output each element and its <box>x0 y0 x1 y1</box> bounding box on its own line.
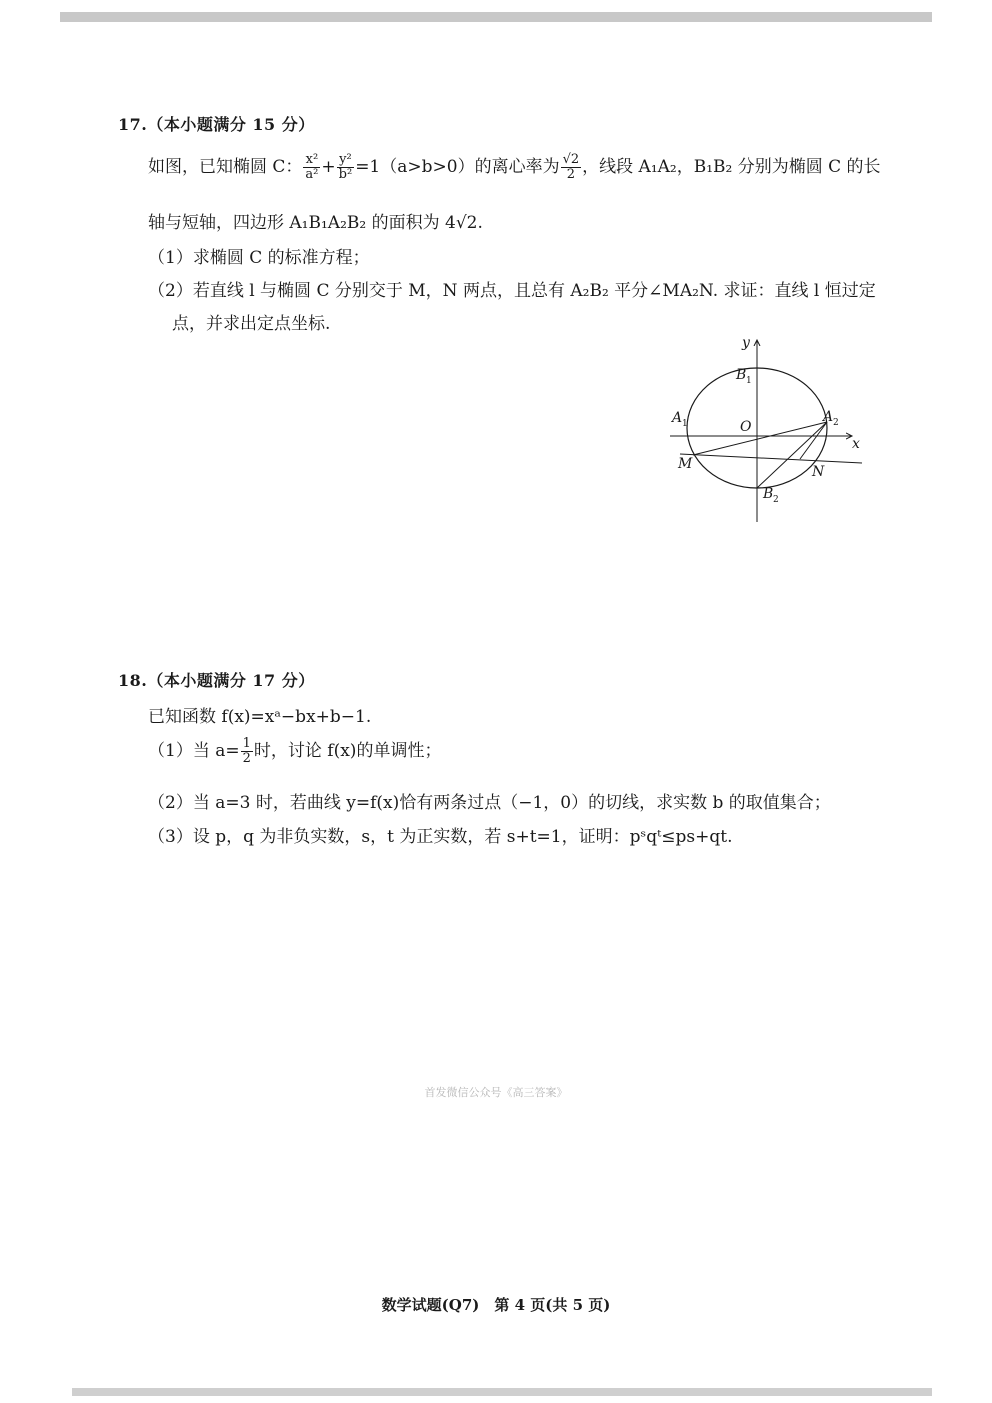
q17-part2-line2: 点，并求出定点坐标. <box>172 314 331 334</box>
fraction-y2-b2 <box>337 153 355 182</box>
label-x: x <box>852 436 860 452</box>
frac2-numerator: y² <box>337 153 355 168</box>
q18-part1-b: 时，讨论 f(x)的单调性； <box>253 741 442 761</box>
q17-part2-line1: （2）若直线 l 与椭圆 C 分别交于 M，N 两点，且总有 A₂B₂ 平分∠MA₂N. 求证：直线 l 恒过定 <box>148 281 876 301</box>
label-M: M <box>678 456 693 472</box>
q17-line2: 轴与短轴，四边形 A₁B₁A₂B₂ 的面积为 4√2. <box>148 213 483 233</box>
label-A1: A <box>672 410 683 426</box>
ellipse-figure <box>660 334 870 524</box>
label-A2: A <box>823 409 834 425</box>
q18-part2: （2）当 a=3 时，若曲线 y=f(x)恰有两条过点（−1，0）的切线，求实数 b 的取值集合； <box>148 793 831 813</box>
q18-part3: （3）设 p，q 为非负实数，s，t 为正实数，若 s+t=1，证明：pˢqᵗ≤ps+qt. <box>148 827 733 847</box>
q18-part1-a: （1）当 a= <box>148 741 240 761</box>
half-denominator: 2 <box>242 751 251 766</box>
fraction-one-half <box>241 737 253 766</box>
half-numerator: 1 <box>242 736 251 751</box>
fraction-x2-a2 <box>303 153 320 182</box>
frac3-denominator: 2 <box>566 167 575 182</box>
top-scan-edge <box>60 12 932 22</box>
q18-header: 18.（本小题满分 17 分） <box>118 671 315 690</box>
label-O: O <box>740 419 752 435</box>
label-B1-sub: 1 <box>746 376 752 386</box>
label-N: N <box>812 464 825 480</box>
label-B1: B <box>736 367 747 383</box>
line-l <box>680 454 862 463</box>
fraction-sqrt2-2 <box>561 153 582 182</box>
bottom-scan-edge <box>72 1388 932 1396</box>
q17-part1: （1）求椭圆 C 的标准方程； <box>148 248 370 268</box>
frac1-numerator: x² <box>303 153 320 168</box>
page-footer: 数学试题(Q7) 第 4 页(共 5 页) <box>381 1296 611 1314</box>
q18-intro: 已知函数 f(x)=xᵃ−bx+b−1. <box>148 707 372 727</box>
q17-intro-b: =1（a>b>0）的离心率为 <box>355 157 560 177</box>
q17-header: 17.（本小题满分 15 分） <box>118 115 315 134</box>
q18-part1 <box>148 736 441 766</box>
label-A2-sub: 2 <box>833 418 839 428</box>
frac2-denominator: b² <box>338 167 353 182</box>
label-A1-sub: 1 <box>682 419 688 429</box>
q17-intro-a: 如图，已知椭圆 C： <box>148 157 303 177</box>
label-B2-sub: 2 <box>773 495 779 505</box>
q17-intro-c: ，线段 A₁A₂，B₁B₂ 分别为椭圆 C 的长 <box>582 157 881 177</box>
label-y: y <box>742 335 750 351</box>
q17-intro-line <box>148 152 881 182</box>
plus-sign: + <box>321 157 336 177</box>
watermark: 首发微信公众号《高三答案》 <box>424 1086 568 1099</box>
label-B2: B <box>763 486 774 502</box>
frac1-denominator: a² <box>305 167 319 182</box>
frac3-numerator: √2 <box>562 152 580 167</box>
